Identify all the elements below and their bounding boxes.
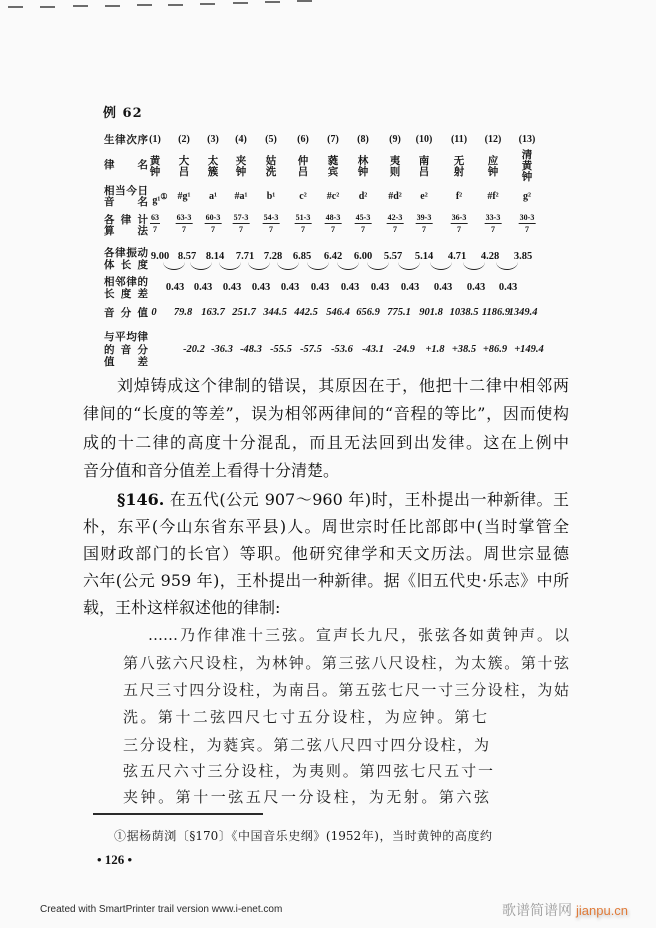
length-difference-cell: 0.43	[370, 282, 390, 293]
cents-cell: 163.7	[201, 307, 225, 318]
cents-cell: 1038.5	[449, 307, 479, 318]
pitch-name-char: 清	[521, 149, 533, 161]
row-label-line: 体 长 度	[104, 259, 148, 271]
modern-note-cell: #g¹	[177, 191, 191, 202]
row-label-line: 各律振动	[104, 247, 148, 259]
string-length-cell: 9.00	[150, 251, 170, 262]
formula-denominator: 7	[524, 225, 529, 234]
string-length-cell: 4.28	[480, 251, 500, 262]
quote-line: 三分设柱，为蕤宾。第二弦八尺四寸四分设柱，为	[123, 736, 489, 754]
footnote: ①据杨荫浏〔§170〕《中国音乐史纲》(1952年)，当时黄钟的高度约	[114, 829, 492, 843]
modern-note-cell: #f²	[487, 191, 499, 202]
formula-cell	[233, 213, 250, 234]
formula-numerator: 30-3	[519, 213, 535, 222]
generation-order-cell: (1)	[149, 134, 161, 145]
text-line: 朴，东平(今山东省东平县)人。周世宗时任比部郎中(当时掌管全	[83, 517, 569, 536]
string-length-cell: 3.85	[513, 251, 533, 262]
pitch-name-cell	[358, 156, 369, 178]
quote-line: 第八弦六尺设柱，为林钟。第三弦八尺设柱，为太簇。第十弦	[123, 654, 569, 672]
formula-denominator: 7	[300, 225, 305, 234]
row-label-length-difference	[104, 277, 148, 300]
pitch-name-cell	[150, 156, 161, 178]
formula-cell	[176, 213, 193, 234]
pitch-name-char: 吕	[297, 166, 309, 178]
scan-edge-mark	[105, 5, 120, 7]
pitch-name-cell	[179, 156, 190, 178]
pitch-name-char: 夷	[389, 155, 401, 167]
formula-denominator: 7	[490, 225, 495, 234]
string-length-cell: 8.57	[177, 251, 197, 262]
slur-arc	[277, 262, 299, 270]
et-deviation-cell: -24.9	[393, 344, 415, 355]
length-difference-cell: 0.43	[251, 282, 271, 293]
scan-edge-mark	[40, 6, 55, 8]
formula-numerator: 51-3	[295, 213, 311, 222]
formula-denominator: 7	[181, 225, 186, 234]
row-label-calculation	[104, 215, 148, 237]
formula-numerator: 33-3	[485, 213, 501, 222]
pitch-name-cell	[419, 156, 430, 178]
page-number: • 126 •	[97, 852, 133, 867]
cents-cell: 546.4	[326, 307, 350, 318]
cents-cell: 1349.4	[508, 307, 538, 318]
string-length-cell: 6.00	[353, 251, 373, 262]
string-length-cell: 7.28	[263, 251, 283, 262]
et-deviation-cell: -48.3	[240, 344, 262, 355]
pitch-name-char: 大	[178, 155, 190, 167]
formula-denominator: 7	[268, 225, 273, 234]
formula-cell	[355, 213, 372, 234]
formula-numerator: 48-3	[325, 213, 341, 222]
string-length-cell: 7.71	[235, 251, 255, 262]
scan-edge-mark	[233, 2, 248, 4]
footnote-rule	[93, 813, 263, 815]
et-deviation-cell: -20.2	[183, 344, 205, 355]
cents-cell: 656.9	[356, 307, 380, 318]
formula-numerator: 45-3	[355, 213, 371, 222]
pitch-name-cell	[488, 156, 499, 178]
pitch-name-char: 仲	[297, 155, 309, 167]
pitch-name-char: 钟	[487, 166, 499, 178]
cents-cell: 344.5	[263, 307, 287, 318]
length-difference-cell: 0.43	[222, 282, 242, 293]
row-label-line: 生律次序	[104, 134, 148, 146]
quote-line: 五尺三寸四分设柱，为南吕。第五弦七尺一寸三分设柱，为姑	[123, 681, 569, 699]
pitch-name-char: 林	[357, 155, 369, 167]
generation-order-cell: (7)	[327, 134, 339, 145]
section-number: §146.	[117, 490, 165, 509]
quote-line: 洗。第十二弦四尺七寸五分设柱，为应钟。第七	[123, 708, 487, 726]
cents-cell: 442.5	[294, 307, 318, 318]
formula-denominator: 7	[456, 225, 461, 234]
length-difference-cell: 0.43	[193, 282, 213, 293]
et-deviation-cell: -57.5	[300, 344, 322, 355]
string-length-cell: 8.14	[205, 251, 225, 262]
row-label-generation-order	[104, 133, 148, 147]
formula-denominator: 7	[153, 225, 157, 234]
watermark-site	[502, 900, 628, 920]
formula-numerator: 63-3	[176, 213, 192, 222]
scan-edge-mark	[265, 1, 280, 3]
row-label-line: 与平均律	[104, 331, 148, 343]
formula-cell	[205, 213, 222, 234]
pitch-name-cell	[298, 156, 309, 178]
row-label-et-deviation	[104, 331, 148, 369]
slur-arc	[367, 262, 389, 270]
pitch-name-char: 钟	[149, 166, 161, 178]
et-deviation-cell: +86.9	[482, 344, 508, 355]
pitch-name-char: 宾	[327, 166, 339, 178]
row-label-line: 音 分 值	[104, 307, 148, 319]
pitch-name-char: 射	[453, 166, 465, 178]
formula-numerator: 54-3	[263, 213, 279, 222]
formula-cell	[263, 213, 280, 234]
formula-denominator: 7	[330, 225, 335, 234]
row-label-line: 各律计	[104, 214, 148, 226]
string-length-cell: 5.57	[383, 251, 403, 262]
example-label: 例 62	[103, 106, 143, 121]
formula-cell	[451, 213, 468, 234]
cents-cell: 775.1	[387, 307, 411, 318]
cents-cell: 251.7	[232, 307, 256, 318]
modern-note-cell: a¹	[209, 191, 217, 202]
generation-order-cell: (10)	[415, 134, 433, 145]
slur-arc	[190, 262, 212, 270]
length-difference-cell: 0.43	[340, 282, 360, 293]
cents-cell: 1186.9	[481, 307, 511, 318]
length-difference-cell: 0.43	[433, 282, 453, 293]
slur-arc	[463, 262, 485, 270]
footnote-marker: ①	[160, 192, 168, 201]
length-difference-cell: 0.43	[400, 282, 420, 293]
formula-denominator: 7	[210, 225, 215, 234]
text-line: 载，王朴这样叙述他的律制:	[83, 598, 281, 617]
pitch-name-char: 蕤	[327, 155, 339, 167]
quote-line: ……乃作律准十三弦。宣声长九尺，张弦各如黄钟声。以	[148, 626, 569, 644]
generation-order-cell: (13)	[518, 134, 536, 145]
pitch-name-char: 吕	[178, 166, 190, 178]
formula-numerator: 36-3	[451, 213, 467, 222]
modern-note-cell: #d²	[388, 191, 402, 202]
text-line: 音分值和音分值差上看得十分清楚。	[83, 461, 340, 480]
text-line: 六年(公元 959 年)，王朴提出一种新律。据《旧五代史·乐志》中所	[83, 571, 569, 590]
et-deviation-cell: -36.3	[211, 344, 233, 355]
modern-note-text: g¹	[152, 195, 161, 206]
string-length-cell: 6.85	[292, 251, 312, 262]
formula-cell	[387, 213, 404, 234]
pitch-name-cell	[454, 156, 465, 178]
row-label-string-length	[104, 247, 148, 271]
et-deviation-cell: -55.5	[270, 344, 292, 355]
row-label-line: 算 法	[104, 225, 148, 237]
slur-arc	[337, 262, 359, 270]
generation-order-cell: (9)	[389, 134, 401, 145]
formula-cell	[295, 213, 312, 234]
text-line: 刘焯铸成这个律制的错误，其原因在于，他把十二律中相邻两	[117, 376, 569, 395]
cents-cell: 79.8	[173, 307, 193, 318]
pitch-name-char: 南	[418, 155, 430, 167]
formula-denominator: 7	[360, 225, 365, 234]
formula-cell	[325, 213, 342, 234]
pitch-name-cell	[266, 156, 277, 178]
modern-note-cell: #c²	[326, 191, 340, 202]
generation-order-cell: (12)	[484, 134, 502, 145]
length-difference-cell: 0.43	[280, 282, 300, 293]
pitch-name-char: 无	[453, 155, 465, 167]
cents-cell: 901.8	[419, 307, 443, 318]
et-deviation-cell: +149.4	[514, 344, 544, 355]
generation-order-cell: (5)	[265, 134, 277, 145]
pitch-name-char: 则	[389, 166, 401, 178]
row-label-pitch-name	[104, 159, 148, 171]
generation-order-cell: (4)	[235, 134, 247, 145]
pitch-name-cell	[390, 156, 401, 178]
formula-cell	[485, 213, 502, 234]
pitch-name-char: 洗	[265, 166, 277, 178]
generation-order-cell: (6)	[297, 134, 309, 145]
text-line	[117, 490, 569, 510]
scan-edge-mark	[137, 4, 152, 6]
modern-note-cell: d²	[358, 191, 368, 202]
formula-cell	[416, 213, 433, 234]
row-label-line: 音 名	[104, 196, 148, 208]
modern-note-cell: b¹	[266, 191, 276, 202]
generation-order-cell: (2)	[178, 134, 190, 145]
slur-arc	[219, 262, 241, 270]
row-label-line: 相当今日	[104, 185, 148, 197]
pitch-name-char: 簇	[207, 166, 219, 178]
length-difference-cell: 0.43	[310, 282, 330, 293]
modern-note-cell: g²	[523, 191, 531, 202]
slur-arc	[307, 262, 329, 270]
row-label-cents	[104, 306, 148, 320]
pitch-name-char: 吕	[418, 166, 430, 178]
length-difference-cell: 0.43	[498, 282, 518, 293]
generation-order-cell: (3)	[207, 134, 219, 145]
pitch-name-char: 钟	[235, 166, 247, 178]
formula-denominator: 7	[392, 225, 397, 234]
formula-cell	[150, 213, 160, 234]
pitch-name-cell	[208, 156, 219, 178]
generation-order-cell: (11)	[450, 134, 468, 145]
string-length-cell: 4.71	[447, 251, 467, 262]
quote-line: 夹钟。第十一弦五尺一分设柱，为无射。第六弦	[123, 788, 489, 806]
length-difference-cell: 0.43	[466, 282, 486, 293]
text-line: 国财政部门的长官）等职。他研究律学和天文历法。周世宗显德	[83, 544, 569, 563]
scan-edge-mark	[73, 5, 88, 7]
formula-numerator: 42-3	[387, 213, 403, 222]
cents-cell: 0	[151, 307, 157, 318]
pitch-name-cell	[328, 156, 339, 178]
watermark-site-cn: 歌谱简谱网	[502, 903, 572, 919]
et-deviation-cell: +1.8	[425, 344, 445, 355]
scan-edge-mark	[168, 4, 183, 6]
pitch-name-cell	[522, 150, 533, 183]
pitch-name-char: 应	[487, 155, 499, 167]
formula-numerator: 57-3	[233, 213, 249, 222]
et-deviation-cell: -43.1	[362, 344, 384, 355]
formula-denominator: 7	[421, 225, 426, 234]
pitch-name-char: 钟	[357, 166, 369, 178]
et-deviation-cell: +38.5	[451, 344, 477, 355]
pitch-name-char: 姑	[265, 155, 277, 167]
slur-arc	[398, 262, 420, 270]
modern-note-cell: f²	[455, 191, 463, 202]
row-label-line: 的 音 分	[104, 343, 148, 356]
row-label-modern-note	[104, 186, 148, 208]
slur-arc	[163, 262, 185, 270]
row-label-line: 相邻律的	[104, 276, 148, 288]
scan-edge-mark	[200, 3, 215, 5]
row-label-line: 律 名	[104, 159, 148, 171]
et-deviation-cell: -53.6	[331, 344, 353, 355]
modern-note-cell: #a¹	[234, 191, 248, 202]
slur-arc	[496, 262, 518, 270]
formula-numerator: 63	[151, 213, 159, 222]
text-line: 律间的“长度的等差”，误为相邻两律间的“音程的等比”，因而使构	[83, 404, 569, 423]
quote-line: 弦五尺六寸三分设柱，为夷则。第四弦七尺五寸一	[123, 762, 493, 780]
watermark-creator: Created with SmartPrinter trail version www.i-enet.com	[40, 904, 283, 915]
pitch-name-cell	[236, 156, 247, 178]
scan-edge-mark	[8, 6, 23, 8]
formula-numerator: 60-3	[205, 213, 221, 222]
slur-arc	[248, 262, 270, 270]
length-difference-cell: 0.43	[165, 282, 185, 293]
text-line: 成的十二律的高度十分混乱，而且无法回到出发律。这在上例中	[83, 433, 569, 452]
formula-numerator: 39-3	[416, 213, 432, 222]
pitch-name-char: 黄	[149, 155, 161, 167]
watermark-site-en: jianpu.cn	[576, 903, 629, 918]
formula-denominator: 7	[238, 225, 243, 234]
formula-cell	[519, 213, 536, 234]
row-label-line: 长 度 差	[104, 287, 148, 300]
pitch-name-char: 黄	[521, 160, 533, 172]
slur-arc	[430, 262, 452, 270]
modern-note-cell: e²	[420, 191, 428, 202]
string-length-cell: 5.14	[414, 251, 434, 262]
row-label-line: 值 差	[104, 356, 148, 368]
pitch-name-char: 夹	[235, 155, 247, 167]
pitch-name-char: 钟	[521, 171, 533, 183]
modern-note-cell: c²	[299, 191, 307, 202]
scan-edge-mark	[297, 0, 312, 2]
string-length-cell: 6.42	[323, 251, 343, 262]
text-line-content: 在五代(公元 907～960 年)时，王朴提出一种新律。王	[169, 490, 569, 509]
pitch-name-char: 太	[207, 155, 219, 167]
modern-note-cell	[152, 190, 167, 207]
generation-order-cell: (8)	[357, 134, 369, 145]
